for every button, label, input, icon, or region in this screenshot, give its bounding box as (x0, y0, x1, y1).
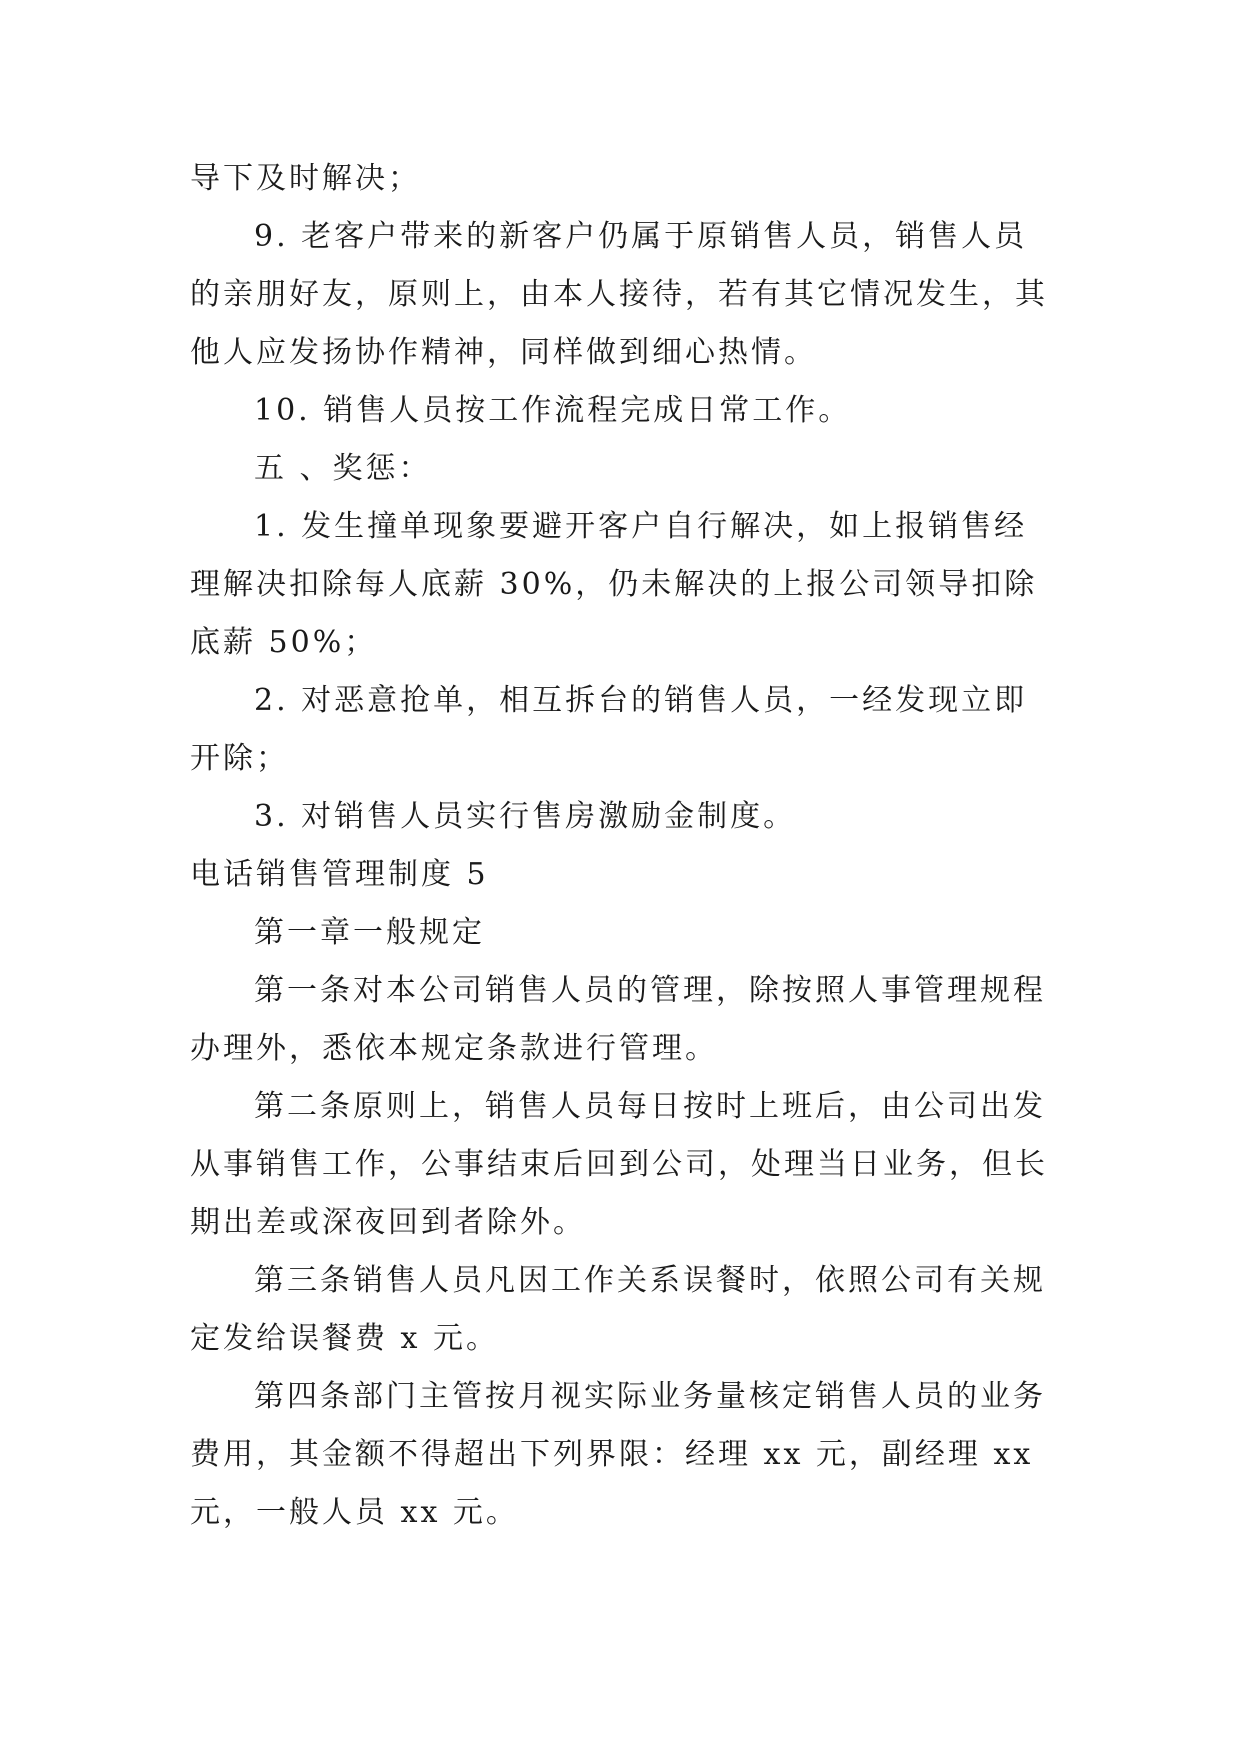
document-page (190, 150, 1050, 1542)
paragraph-item-9: 9. 老客户带来的新客户仍属于原销售人员，销售人员的亲朋好友，原则上，由本人接待，若有其它情况发生，其他人应发扬协作精神，同样做到细心热情。 (190, 219, 1048, 370)
paragraph-item-10: 10. 销售人员按工作流程完成日常工作。 (254, 393, 852, 428)
article-2: 第二条原则上，销售人员每日按时上班后，由公司出发从事销售工作，公事结束后回到公司，处理当日业务，但长期出差或深夜回到者除外。 (190, 1089, 1048, 1240)
article-1: 第一条对本公司销售人员的管理，除按照人事管理规程办理外，悉依本规定条款进行管理。 (190, 973, 1046, 1066)
section-heading-rewards: 五 、奖惩： (254, 451, 432, 486)
document-title: 电话销售管理制度 5 (190, 857, 489, 892)
article-3: 第三条销售人员凡因工作关系误餐时，依照公司有关规定发给误餐费 x 元。 (190, 1263, 1046, 1356)
paragraph-reward-3: 3. 对销售人员实行售房激励金制度。 (254, 799, 797, 834)
paragraph-reward-1: 1. 发生撞单现象要避开客户自行解决，如上报销售经理解决扣除每人底薪 30%，仍未解决的上报公司领导扣除底薪 50%； (190, 509, 1038, 660)
chapter-heading: 第一章一般规定 (254, 915, 485, 950)
paragraph-continuation: 导下及时解决； (190, 161, 421, 196)
article-4: 第四条部门主管按月视实际业务量核定销售人员的业务费用，其金额不得超出下列界限：经理 xx 元，副经理 xx 元，一般人员 xx 元。 (190, 1379, 1046, 1530)
paragraph-reward-2: 2. 对恶意抢单，相互拆台的销售人员，一经发现立即开除； (190, 683, 1028, 776)
